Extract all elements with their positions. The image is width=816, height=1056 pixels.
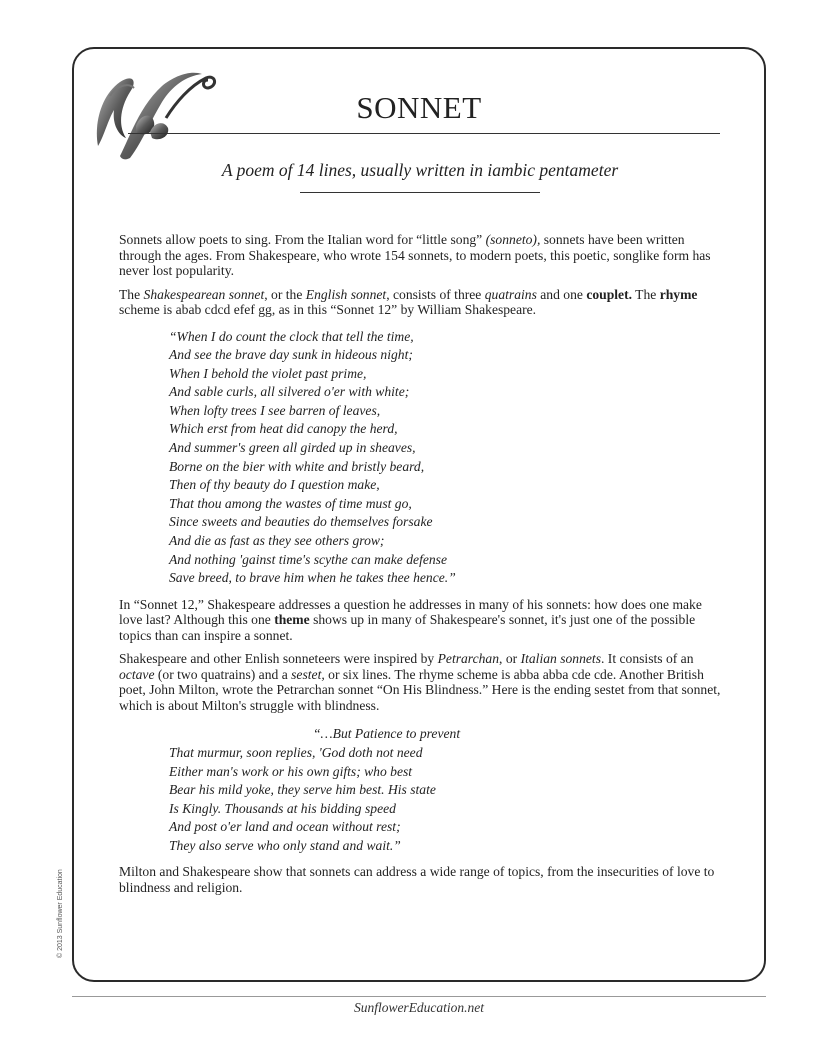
title-divider	[128, 133, 720, 134]
poem-line: Save breed, to brave him when he takes thee hence.”	[169, 570, 456, 586]
closing-paragraph: Milton and Shakespeare show that sonnets can address a wide range of topics, from the insecurities of love to blindness and religion.	[119, 864, 715, 895]
poem-line: When I behold the violet past prime,	[169, 365, 367, 381]
article-body	[119, 232, 723, 903]
footer-website: SunflowerEducation.net	[353, 1000, 485, 1015]
poem-line: And summer's green all girded up in sheaves,	[169, 440, 416, 456]
poem-line: That murmur, soon replies, 'God doth not need	[169, 744, 423, 760]
theme-paragraph: In “Sonnet 12,” Shakespeare addresses a question he addresses in many of his sonnets: how does one make love last? Although this one theme shows up in many of Shakespeare's sonnet, it's just one of the possible topics than can inspire a sonnet.	[119, 596, 702, 643]
poem-line: Which erst from heat did canopy the herd,	[169, 421, 398, 437]
page-subtitle: A poem of 14 lines, usually written in iambic pentameter	[221, 160, 619, 180]
poem-line: Borne on the bier with white and bristly beard,	[169, 458, 425, 474]
poem-line: And see the brave day sunk in hideous night;	[169, 347, 413, 363]
intro-paragraph: Sonnets allow poets to sing. From the Italian word for “little song” (sonneto), sonnets have been written through the ages. From Shakespeare, who wrote 154 sonnets, to modern poets, this poetic, songlike form has never lost popularity.	[119, 232, 711, 278]
poem-line: They also serve who only stand and wait.”	[169, 837, 401, 853]
poem-line: Either man's work or his own gifts; who best	[169, 763, 413, 779]
poem-line: That thou among the wastes of time must go,	[169, 495, 412, 511]
poem-line: And nothing 'gainst time's scythe can make defense	[169, 551, 448, 567]
footer-divider	[72, 996, 766, 997]
poem-line: Then of thy beauty do I question make,	[169, 477, 380, 493]
poem-line: Is Kingly. Thousands at his bidding speed	[169, 800, 396, 816]
poem-line: Since sweets and beauties do themselves forsake	[169, 514, 433, 530]
petrarchan-paragraph: Shakespeare and other Enlish sonneteers were inspired by Petrarchan, or Italian sonnets. It consists of an octave (or two quatrains) and a sestet, or six lines. The rhyme scheme is abba abba cde cde. Another British poet, John Milton, wrote the Petrarchan sonnet “On His Blindness.” Here is the ending sestet from that sonnet, which is about Milton's struggle with blindness.	[119, 651, 721, 713]
poem-line: “When I do count the clock that tell the time,	[169, 328, 414, 344]
poem-line: “…But Patience to prevent	[313, 726, 461, 742]
poem-line: Bear his mild yoke, they serve him best. His state	[169, 782, 436, 798]
poem-line: And post o'er land and ocean without rest;	[169, 819, 401, 835]
page-title: SONNET	[356, 90, 482, 125]
shakespearean-paragraph: The Shakespearean sonnet, or the English sonnet, consists of three quatrains and one couplet. The rhyme scheme is abab cdcd efef gg, as in this “Sonnet 12” by William Shakespeare.	[119, 286, 698, 317]
poem-line: When lofty trees I see barren of leaves,	[169, 402, 381, 418]
poem-line: And die as fast as they see others grow;	[169, 533, 385, 549]
subtitle-divider	[300, 192, 540, 193]
poem-line: And sable curls, all silvered o'er with white;	[169, 384, 410, 400]
sonnet-12-poem	[169, 328, 723, 588]
milton-sestet-poem	[169, 725, 723, 855]
